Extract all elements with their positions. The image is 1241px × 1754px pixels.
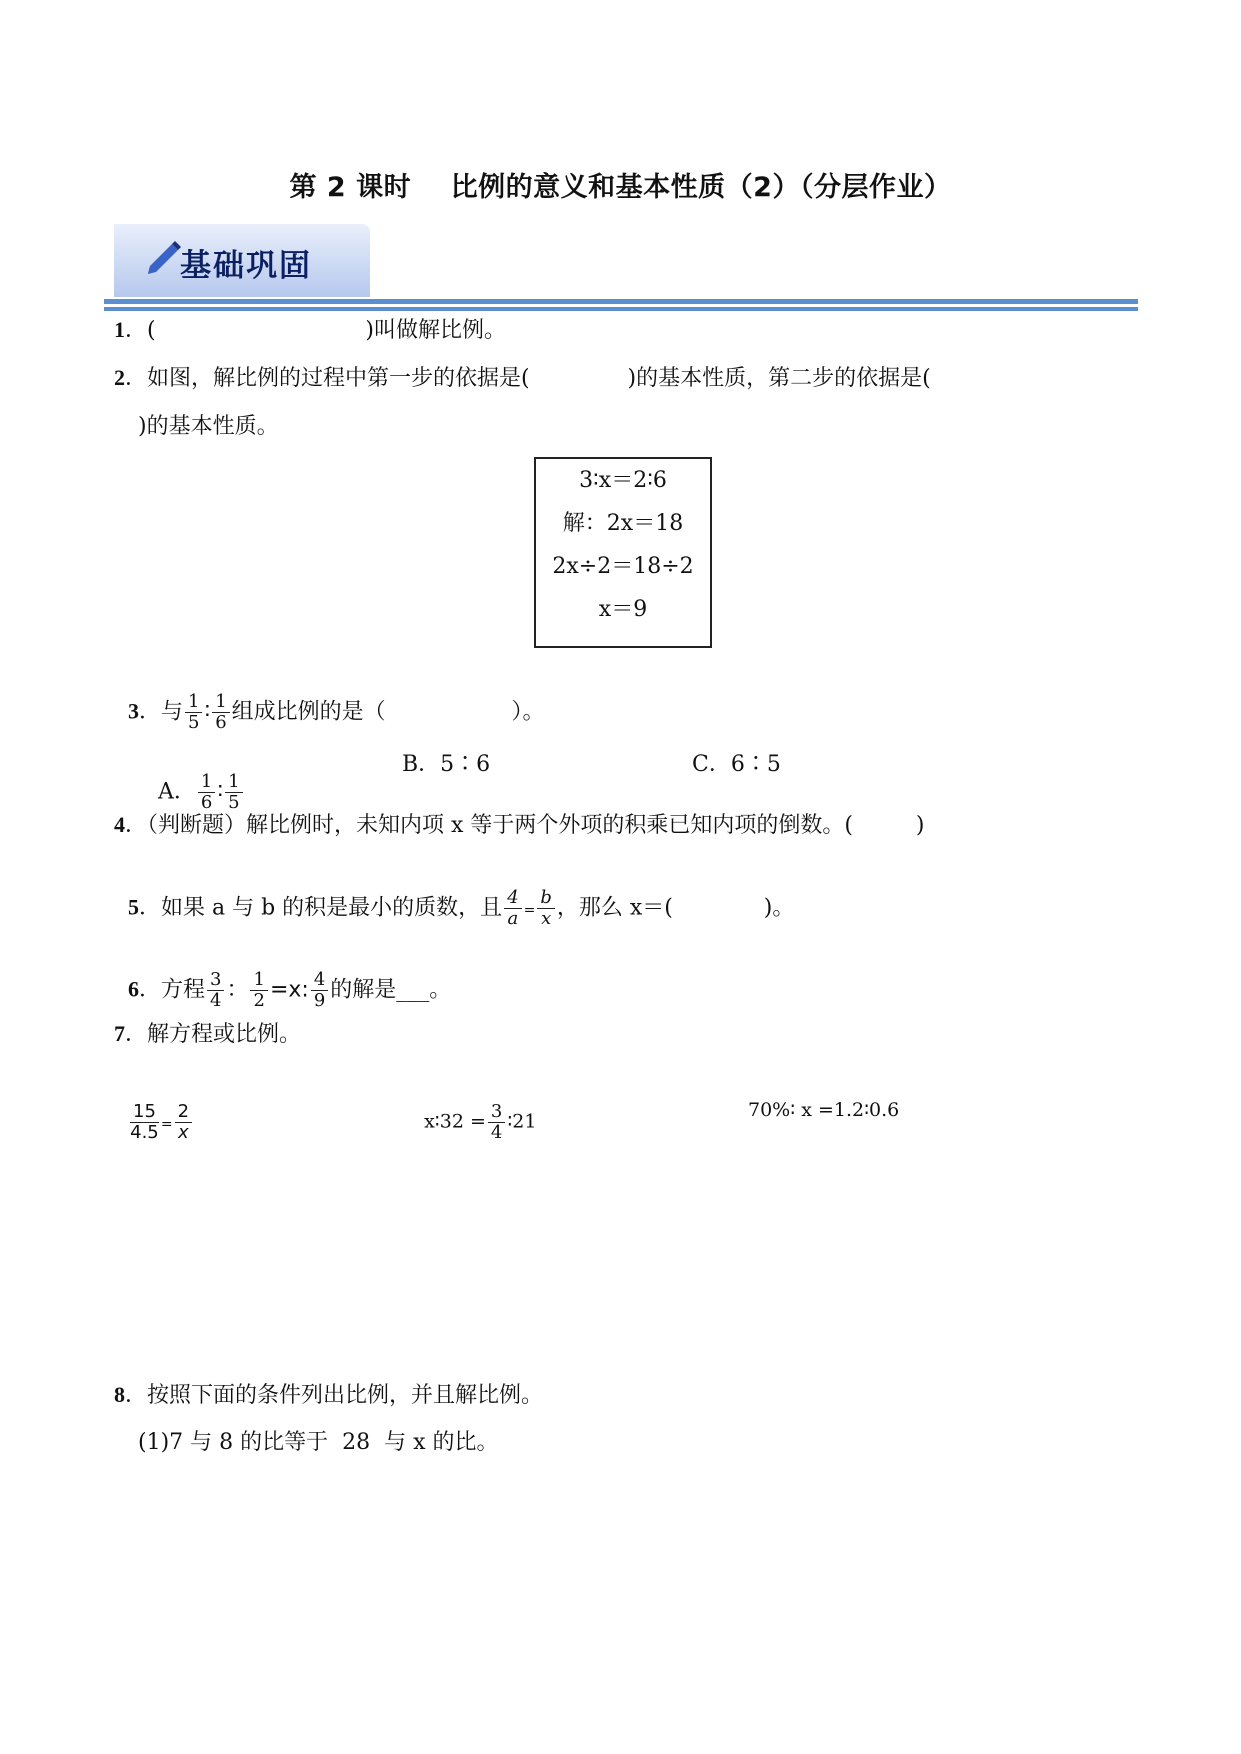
question-8-part-1: (1)7 与 8 的比等于 28 与 x 的比。 (138, 1430, 499, 1455)
fraction: $\frac{1}{5}$ (185, 692, 202, 733)
question-8: 8．按照下面的条件列出比例，并且解比例。 (114, 1382, 544, 1408)
fraction: $\frac{1}{6}$ (212, 692, 229, 733)
question-4: 4．（判断题）解比例时，未知内项 x 等于两个外项的积乘已知内项的倒数。( ) (114, 812, 925, 838)
section-title: 基础巩固 (180, 248, 312, 284)
page-title: 第 2 课时 比例的意义和基本性质（2）（分层作业） (289, 172, 952, 203)
pencil-icon (142, 236, 184, 278)
solution-line: 3∶x＝2∶6 (579, 468, 667, 493)
equation-1: $\frac{15}{4.5}$ = $\frac{2}{x}$ (114, 1072, 194, 1143)
question-1: 1．( )叫做解比例。 (114, 317, 506, 343)
section-rule-2 (104, 307, 1138, 311)
question-5: 5．如果 a 与 b 的积是最小的质数，且 $\frac{4}{a}$ = $\frac{b}{x}$ ，那么 x＝( )。 (128, 887, 795, 929)
section-rule (104, 299, 1138, 304)
solution-line: x＝9 (598, 597, 648, 622)
question-7: 7．解方程或比例。 (114, 1021, 302, 1047)
solution-box (534, 457, 712, 648)
answer-blank: ___ (396, 977, 430, 1003)
solution-line: 2x÷2＝18÷2 (552, 554, 694, 579)
equation-2: x∶32 = $\frac{3}{4}$ ∶21 (424, 1101, 537, 1143)
option-a: A． $\frac{1}{6}$ ∶ $\frac{1}{5}$ (144, 742, 245, 813)
solution-line: 解：2x＝18 (562, 511, 684, 536)
option-c: C．6∶5 (692, 752, 781, 777)
option-b: B．5∶6 (402, 752, 491, 777)
question-2-cont: )的基本性质。 (138, 414, 279, 439)
question-2: 2．如图，解比例的过程中第一步的依据是( )的基本性质，第二步的依据是( (114, 365, 931, 391)
question-6: 6．方程 $\frac{3}{4}$ ： $\frac{1}{2}$ =x: $\frac{4}{9}$ 的解是___。 (128, 969, 452, 1011)
question-3: 3．与 $\frac{1}{5}$ ∶ $\frac{1}{6}$ 组成比例的是（ ）。 (128, 691, 545, 733)
equation-3: 70%∶ x =1.2∶0.6 (748, 1099, 900, 1121)
